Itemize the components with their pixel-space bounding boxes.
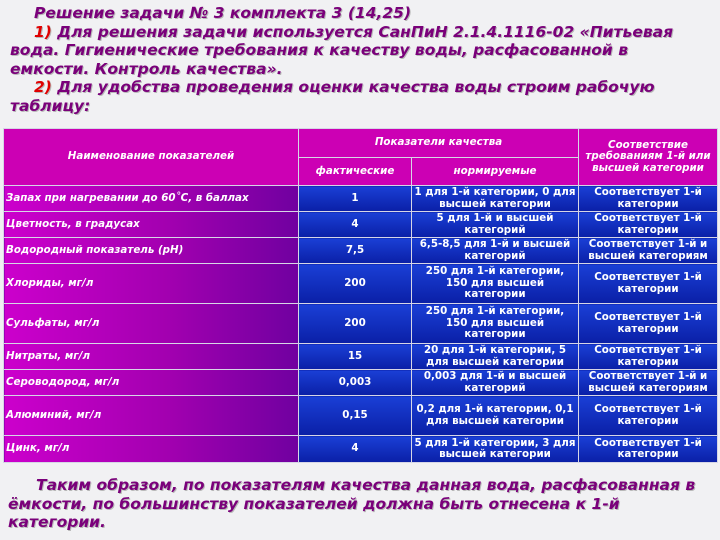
row-conformity: Соответствует 1-й и высшей категориям <box>579 370 718 396</box>
paragraph-1 <box>10 23 710 79</box>
row-conformity: Соответствует 1-й категории <box>579 264 718 304</box>
row-conformity: Соответствует 1-й категории <box>579 304 718 344</box>
row-conformity: Соответствует 1-й категории <box>579 212 718 238</box>
table-row <box>4 370 718 396</box>
table-row <box>4 264 718 304</box>
row-actual: 4 <box>299 436 412 463</box>
table-row <box>4 344 718 370</box>
header-norm: нормируемые <box>412 158 579 186</box>
table-row <box>4 212 718 238</box>
row-actual: 4 <box>299 212 412 238</box>
row-norm: 1 для 1-й категории, 0 для высшей категории <box>412 186 579 212</box>
row-actual: 200 <box>299 304 412 344</box>
row-conformity: Соответствует 1-й и высшей категориям <box>579 238 718 264</box>
paragraph-1-text: Для решения задачи используется СанПиН 2.1.4.1116-02 «Питьевая вода. Гигиенические требования к качеству воды, расфасованной в емкости. Контроль качества». <box>10 22 674 78</box>
paragraph-2-number: 2) <box>34 78 52 96</box>
header-actual: фактические <box>299 158 412 186</box>
row-name: Сероводород, мг/л <box>4 370 299 396</box>
row-conformity: Соответствует 1-й категории <box>579 344 718 370</box>
row-actual: 0,15 <box>299 396 412 436</box>
row-actual: 0,003 <box>299 370 412 396</box>
row-actual: 7,5 <box>299 238 412 264</box>
paragraph-2 <box>10 78 710 115</box>
row-name: Водородный показатель (рН) <box>4 238 299 264</box>
row-norm: 0,003 для 1-й и высшей категорий <box>412 370 579 396</box>
row-name: Сульфаты, мг/л <box>4 304 299 344</box>
paragraph-2-text: Для удобства проведения оценки качества воды строим рабочую таблицу: <box>10 78 655 115</box>
row-conformity: Соответствует 1-й категории <box>579 186 718 212</box>
paragraph-1-number: 1) <box>34 22 52 41</box>
quality-table <box>3 128 718 463</box>
table-row <box>4 186 718 212</box>
row-norm: 0,2 для 1-й категории, 0,1 для высшей категории <box>412 396 579 436</box>
table-row <box>4 436 718 463</box>
row-norm: 5 для 1-й категории, 3 для высшей категории <box>412 436 579 463</box>
header-group: Показатели качества <box>299 129 579 158</box>
row-norm: 6,5-8,5 для 1-й и высшей категорий <box>412 238 579 264</box>
row-norm: 20 для 1-й категории, 5 для высшей категории <box>412 344 579 370</box>
row-norm: 250 для 1-й категории, 150 для высшей категории <box>412 264 579 304</box>
row-name: Цветность, в градусах <box>4 212 299 238</box>
row-name: Цинк, мг/л <box>4 436 299 463</box>
row-norm: 250 для 1-й категории, 150 для высшей категории <box>412 304 579 344</box>
conclusion-body: Таким образом, по показателям качества данная вода, расфасованная в ёмкости, по большинству показателей должна быть отнесена к 1-й категории. <box>8 476 696 531</box>
heading-block <box>10 4 710 115</box>
row-norm: 5 для 1-й и высшей категорий <box>412 212 579 238</box>
table-row <box>4 304 718 344</box>
conclusion-text <box>8 476 712 532</box>
row-actual: 1 <box>299 186 412 212</box>
row-conformity: Соответствует 1-й категории <box>579 396 718 436</box>
header-name: Наименование показателей <box>4 129 299 186</box>
row-name: Алюминий, мг/л <box>4 396 299 436</box>
row-conformity: Соответствует 1-й категории <box>579 436 718 463</box>
header-conformity: Соответствие требованиям 1-й или высшей категории <box>579 129 718 186</box>
row-name: Нитраты, мг/л <box>4 344 299 370</box>
page-title: Решение задачи № 3 комплекта 3 (14,25) <box>34 4 412 22</box>
row-name: Запах при нагревании до 60˚С, в баллах <box>4 186 299 212</box>
table-row <box>4 238 718 264</box>
row-actual: 200 <box>299 264 412 304</box>
row-actual: 15 <box>299 344 412 370</box>
table-row <box>4 396 718 436</box>
row-name: Хлориды, мг/л <box>4 264 299 304</box>
